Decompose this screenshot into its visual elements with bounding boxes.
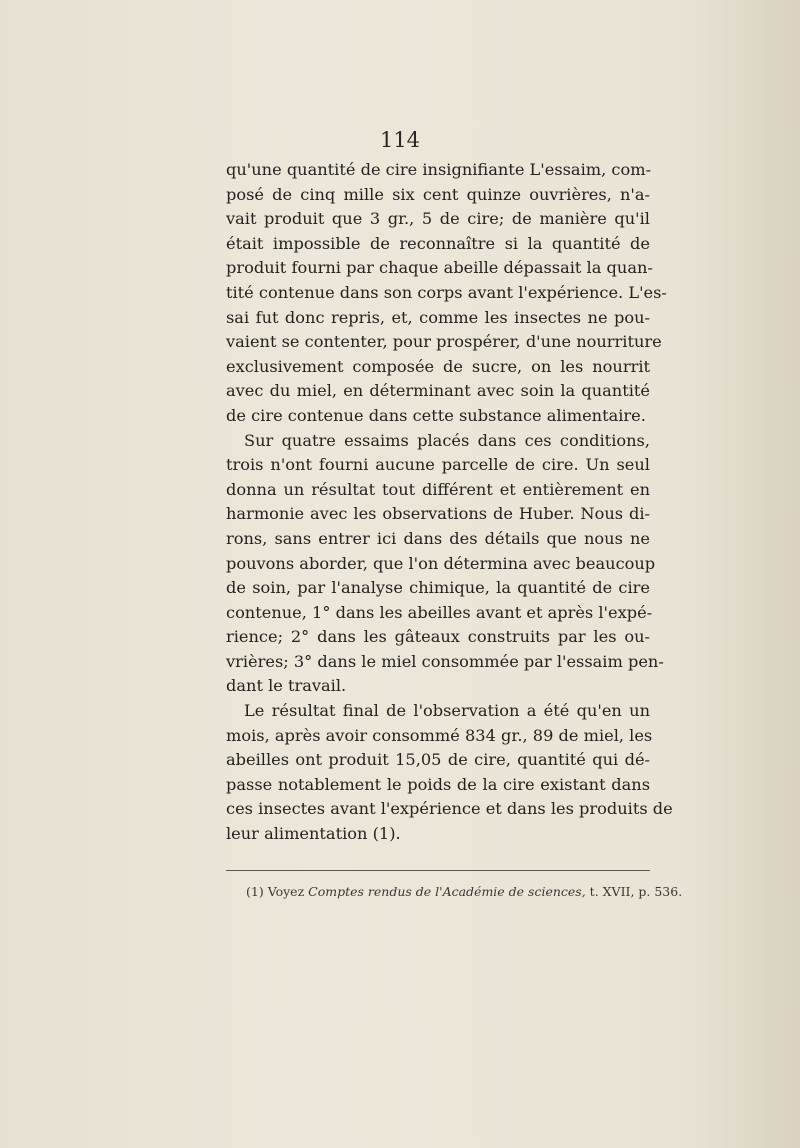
text-line: pouvons aborder, que l'on détermina avec beaucoup [226,553,656,573]
text-line: ces insectes avant l'expérience et dans les produits de [226,799,673,819]
text-line: abeilles ont produit 15,05 de cire, quantité qui dé- [226,750,650,770]
text-line: de soin, par l'analyse chimique, la quantité de cire [226,578,650,598]
body-text [226,158,673,847]
text-line: vrières; 3° dans le miel consommée par l'essaim pen- [226,651,664,671]
text-line: produit fourni par chaque abeille dépassait la quan- [226,258,653,278]
text-line: dant le travail. [226,676,347,696]
text-line: passe notablement le poids de la cire existant dans [226,774,650,794]
page-number: 114 [379,128,421,152]
text-line: qu'une quantité de cire insignifiante L'essaim, com- [226,160,652,179]
text-line: trois n'ont fourni aucune parcelle de cire. Un seul [226,455,650,475]
footnote-ref: t. XVII, p. 536. [589,884,683,899]
paragraph-1 [226,158,667,429]
footnote-marker: (1) [246,884,264,899]
paragraph-3 [226,699,673,847]
text-line: contenue, 1° dans les abeilles avant et après l'expé- [226,602,653,622]
text-line: vait produit que 3 gr., 5 de cire; de manière qu'il [226,209,650,229]
text-line: était impossible de reconnaître si la quantité de [226,233,650,253]
footnote-title: Comptes rendus de l'Académie de sciences, [308,884,586,899]
text-line: avec du miel, en déterminant avec soin la quantité [226,381,650,401]
text-line: harmonie avec les observations de Huber. Nous di- [226,504,650,524]
text-line: donna un résultat tout différent et entièrement en [226,479,650,499]
text-line: rience; 2° dans les gâteaux construits par les ou- [226,627,650,647]
text-line: exclusivement composée de sucre, on les nourrit [226,356,650,376]
text-line: rons, sans entrer ici dans des détails que nous ne [226,528,650,548]
text-line: leur alimentation (1). [226,824,401,844]
footnote [246,884,683,899]
text-line: mois, après avoir consommé 834 gr., 89 de miel, les [226,725,653,745]
text-line: vaient se contenter, pour prospérer, d'une nourriture [226,332,662,352]
text-line: posé de cinq mille six cent quinze ouvrières, n'a- [226,184,650,204]
text-line: sai fut donc repris, et, comme les insectes ne pou- [226,307,650,327]
footnote-divider [226,870,650,871]
paragraph-2 [226,429,664,700]
text-line: tité contenue dans son corps avant l'expérience. L'es- [226,282,667,302]
text-line: de cire contenue dans cette substance alimentaire. [226,405,646,425]
text-line: Sur quatre essaims placés dans ces conditions, [244,430,650,450]
text-line: Le résultat final de l'observation a été qu'en un [244,701,650,721]
footnote-lead: Voyez [267,884,305,899]
